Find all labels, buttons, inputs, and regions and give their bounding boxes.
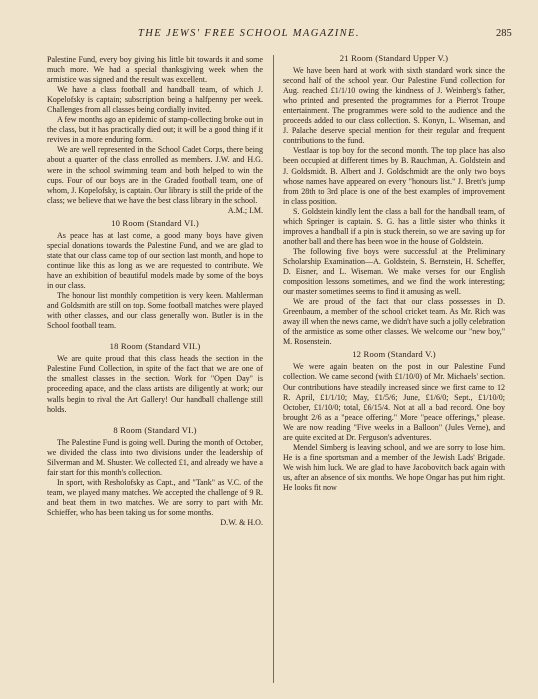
signature: D.W. & H.O. bbox=[220, 518, 263, 528]
paragraph: We have been hard at work with sixth standard work since the second half of the school year. Our Palestine Fund collection for Aug. reached £1/1/10 owing the kindness of J. Weinberg's father, who printed and presented the programmes for a Pierrot Troupe entertainment. The programmes were sold to the audience and the proceeds added to our class collection. S. Konyn, L. Wiseman, and J. Palache deserve special mention for their regular and frequent contributions to the fund. bbox=[283, 66, 505, 146]
paragraph: The honour list monthly competition is very keen. Mahlerman and Goldsmith are still on top. Some football matches were played with other classes, and our class generally won. Butler is in the School football team. bbox=[47, 291, 263, 331]
section-heading-8-room: 8 Room (Standard VI.) bbox=[113, 424, 197, 435]
paragraph: We are proud of the fact that our class possesses in D. Greenbaum, a member of the school cricket team. As Mr. Rich was away ill when the news came, we didn't have such a jolly celebration of the armistice as some other classes. We welcome our "new boy," M. Rosenstein. bbox=[283, 297, 505, 347]
paragraph: We were again beaten on the post in our Palestine Fund collection. We came second (with £1/10/0) of Mr. Michaels' section. Our contributions have steadily increased since we first came to 12 R. April, £1/1/10; May, £1/5/6; June, £1/6/0; Sept., £1/10/0; October, £1/10/0; total, £6/15/4. Not at all a bad record. One boy brought 2/6 as a "peace offering." More "peace offerings," please. We are now reading "Five weeks in a Balloon" (Jules Verne), and are quite excited at Dr. Ferguson's adventures. bbox=[283, 362, 505, 442]
paragraph: We have a class football and handball team, of which J. Kopelofsky is captain; subscription being a halfpenny per week. Challenges from all classes being cordially invited. bbox=[47, 85, 263, 115]
paragraph: We are quite proud that this class heads the section in the Palestine Fund Collection, in spite of the fact that we are one of the smallest classes in the section. Work for "Open Day" is proceeding apace, and the class artists are diligently at work; our walls begin to rival the Art Gallery! Our handball challenge still holds. bbox=[47, 354, 263, 414]
running-title: THE JEWS' FREE SCHOOL MAGAZINE. bbox=[138, 28, 360, 39]
paragraph: In sport, with Resholofsky as Capt., and "Tank" as V.C. of the team, we played many matches. We accepted the challenge of 9 R. and beat them in two matches. We are sorry to part with Mr. Schieffer, who has been taking us for some months. bbox=[47, 477, 263, 517]
signature: A.M.; I.M. bbox=[227, 205, 263, 215]
left-column bbox=[47, 55, 263, 528]
paragraph: The following five boys were successful at the Preliminary Scholarship Examination—A. Goldstein, S. Bernstein, H. Scheffer, D. Eisner, and L. Wiseman. We make verses for our English composition lessons sometimes, and we find the work interesting; our master sometimes seems to find it amusing as well. bbox=[283, 246, 505, 297]
paragraph: As peace has at last come, a good many boys have given special donations towards the Palestine Fund, and we are glad to state that our class came top of our section last month, and hope to continue like this as long as we are requested to contribute. We have an exhibition of beautiful models made by some of the boys in our class. bbox=[47, 230, 263, 291]
column-divider bbox=[273, 55, 274, 683]
section-heading-21-room: 21 Room (Standard Upper V.) bbox=[339, 53, 449, 63]
section-heading-10-room: 10 Room (Standard VI.) bbox=[111, 217, 199, 228]
paragraph: Vestlaar is top boy for the second month. The top place has also been occupied at different times by B. Rauchman, A. Goldstein and J. Goldsmidt. B. Albert and J. Goldschmidt are the only two boys whose names have appeared on every "honours list." J. Brett's jump from 28th to 3rd place is one of the best examples of improvement in class position. bbox=[283, 146, 505, 206]
paragraph: We are well represented in the School Cadet Corps, there being about a quarter of the class enrolled as members. J.W. and H.G. were in the school swimming team and both helped to win the cups. Four of our boys are in the Graded football team, one of whom, J. Kopelofsky, is captain. Our library is still the pride of the class; we believe that we have the best class library in the school. bbox=[47, 145, 263, 205]
paragraph: S. Goldstein kindly lent the class a ball for the handball team, of which Springer is captain. S. G. has a little sister who thinks it improves a handball if a pin is stuck therein, so we are saving up for another ball and there has been woe in the house of Goldstein. bbox=[283, 206, 505, 246]
page-number: 285 bbox=[496, 28, 512, 39]
paragraph: Palestine Fund, every boy giving his little bit towards it and some much more. We had a special thanksgiving week when the armistice was signed and the result was excellent. bbox=[47, 55, 263, 85]
paragraph: The Palestine Fund is going well. During the month of October, we divided the class into two divisions under the leadership of Silverman and M. Shuster. We collected £1, and already we have a fair start for this month's collection. bbox=[47, 437, 263, 477]
section-heading-18-room: 18 Room (Standard VII.) bbox=[109, 341, 201, 352]
right-column bbox=[283, 55, 505, 493]
page-header bbox=[0, 28, 538, 42]
paragraph: Mendel Simberg is leaving school, and we are sorry to lose him. He is a fine sportsman and a member of the Jewish Lads' Brigade. We wish him luck. We are glad to have Jacobovitch back again with us, after an absence of six months. We hope Ongar has put him right. He looks fit now bbox=[283, 442, 505, 492]
paragraph: A few months ago an epidemic of stamp-collecting broke out in the class, but it has practically died out; it will be a good thing if it revives in a more enduring form. bbox=[47, 115, 263, 145]
section-heading-12-room: 12 Room (Standard V.) bbox=[352, 349, 436, 360]
